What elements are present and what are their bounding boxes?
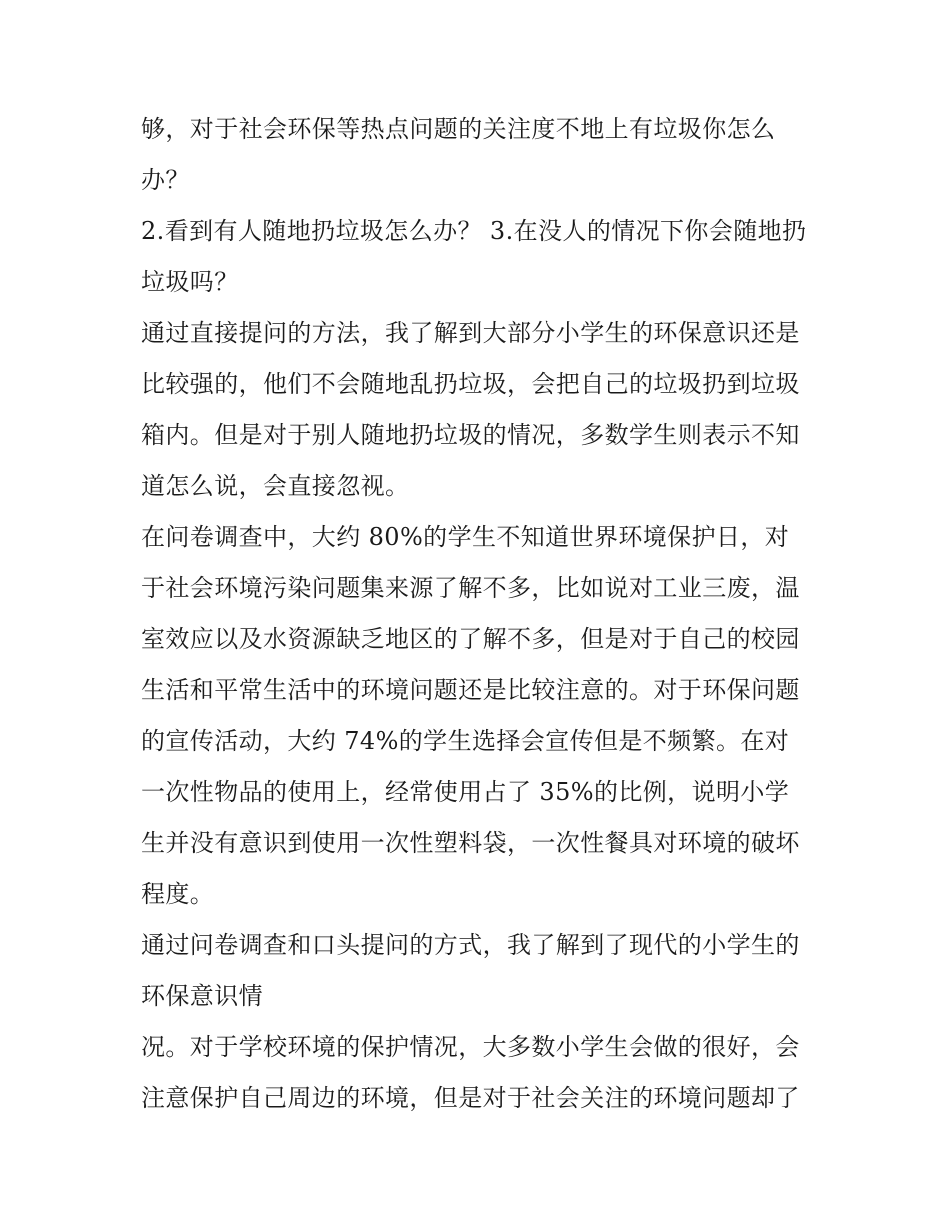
text-line-5: 通过直接提问的方法，我了解到大部分小学生的环保意识还是 (141, 319, 800, 347)
text-line-8: 道怎么说，会直接忽视。 (141, 472, 410, 500)
text-line-19: 况。对于学校环境的保护情况，大多数小学生会做的很好，会 (141, 1033, 800, 1061)
text-line-6: 比较强的，他们不会随地乱扔垃圾，会把自己的垃圾扔到垃圾 (141, 370, 800, 398)
text-line-14: 一次性物品的使用上，经常使用占了 35%的比例，说明小学 (141, 778, 790, 806)
text-line-11: 室效应以及水资源缺乏地区的了解不多，但是对于自己的校园 (141, 625, 800, 653)
text-line-15: 生并没有意识到使用一次性塑料袋，一次性餐具对环境的破坏 (141, 829, 800, 857)
text-line-20: 注意保护自己周边的环境，但是对于社会关注的环境问题却了 (141, 1084, 800, 1112)
text-line-10: 于社会环境污染问题集来源了解不多，比如说对工业三废，温 (141, 574, 800, 602)
text-line-17: 通过问卷调查和口头提问的方式，我了解到了现代的小学生的 (141, 931, 800, 959)
text-line-7: 箱内。但是对于别人随地扔垃圾的情况，多数学生则表示不知 (141, 421, 800, 449)
text-line-1: 够，对于社会环保等热点问题的关注度不地上有垃圾你怎么 (141, 115, 776, 143)
document-body (141, 104, 821, 1124)
text-line-12: 生活和平常生活中的环境问题还是比较注意的。对于环保问题 (141, 676, 800, 704)
text-line-4: 垃圾吗？ (141, 268, 239, 296)
text-line-2: 办？ (141, 166, 190, 194)
text-line-13: 的宣传活动，大约 74%的学生选择会宣传但是不频繁。在对 (141, 727, 790, 755)
text-line-16: 程度。 (141, 880, 215, 908)
text-line-18: 环保意识情 (141, 982, 263, 1010)
text-line-3: 2.看到有人随地扔垃圾怎么办？ 3.在没人的情况下你会随地扔 (141, 217, 807, 245)
text-line-9: 在问卷调查中，大约 80%的学生不知道世界环境保护日，对 (141, 523, 790, 551)
